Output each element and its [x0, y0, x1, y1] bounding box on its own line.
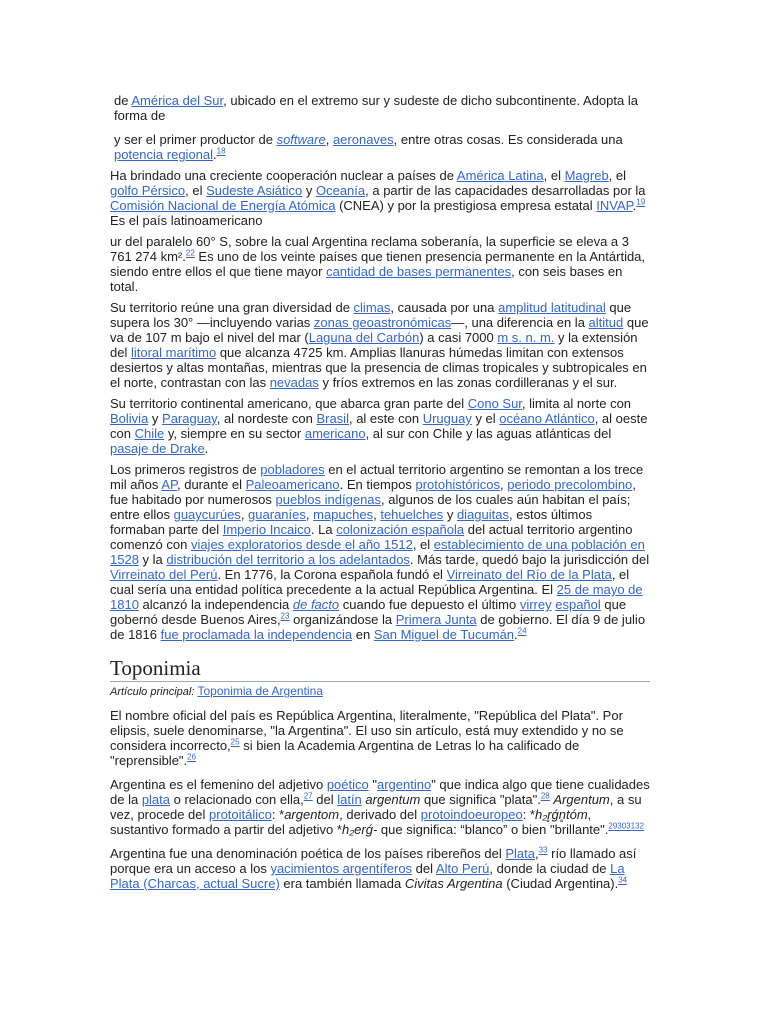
- link-alto-peru[interactable]: Alto Perú: [435, 861, 490, 876]
- link-laguna-del-carbon[interactable]: Laguna del Carbón: [308, 330, 420, 345]
- text: ,: [305, 507, 314, 522]
- text: y, siempre en su sector: [164, 426, 305, 441]
- link-zonas-geoastronomicas[interactable]: zonas geoastronómicas: [313, 315, 452, 330]
- text: (Ciudad Argentina).: [502, 876, 619, 891]
- italic-term: h₂r̥ǵn̥tóm: [535, 807, 588, 822]
- text: en: [352, 627, 374, 642]
- link-de-facto[interactable]: de facto: [292, 597, 340, 612]
- link-periodo-precolombino[interactable]: periodo precolombino: [507, 477, 633, 492]
- text: y la extensión del: [110, 330, 638, 360]
- text: , algunos de los cuales aún habitan el país; entre ellos: [110, 492, 631, 522]
- link-magreb[interactable]: Magreb: [564, 168, 609, 183]
- link-amplitud-latitudinal[interactable]: amplitud latitudinal: [498, 300, 606, 315]
- link-brasil[interactable]: Brasil: [316, 411, 349, 426]
- text: y el: [471, 411, 500, 426]
- text: ,: [240, 507, 249, 522]
- link-golfo-persico[interactable]: golfo Pérsico: [110, 183, 186, 198]
- text: que significa: “blanco” o bien "brillante".: [377, 822, 609, 837]
- hatnote-label: Artículo principal:: [110, 686, 195, 698]
- link-oceano-atlantico[interactable]: océano Atlántico: [499, 411, 595, 426]
- text: . En tiempos: [339, 477, 416, 492]
- text: , al sur con Chile y las aguas atlánticas del: [365, 426, 612, 441]
- link-primera-junta[interactable]: Primera Junta: [395, 612, 477, 627]
- italic-term: argentom: [284, 807, 340, 822]
- text: Es uno de los veinte países que tienen presencia permanente en la Antártida, siendo entre ellos el que tiene mayor: [110, 249, 646, 279]
- text: , el: [412, 537, 434, 552]
- italic-term: Civitas Argentina: [404, 876, 503, 891]
- reference-link[interactable]: 34: [618, 875, 628, 885]
- link-distribucion-territorio[interactable]: distribución del territorio a los adelantados: [166, 552, 410, 567]
- paragraph-2: [110, 132, 650, 162]
- text: Su territorio reúne una gran diversidad de: [110, 300, 354, 315]
- text: , causada por una: [390, 300, 499, 315]
- section-heading-toponimia: Toponimia: [110, 656, 650, 682]
- text: de gobierno. El día 9 de julio de 1816: [110, 612, 646, 642]
- link-pasaje-de-drake[interactable]: pasaje de Drake: [110, 441, 205, 456]
- text: y: [148, 411, 163, 426]
- link-mapuches[interactable]: mapuches: [313, 507, 374, 522]
- link-climas[interactable]: climas: [353, 300, 391, 315]
- text: , durante el: [176, 477, 246, 492]
- link-protohistoricos[interactable]: protohistóricos: [415, 477, 501, 492]
- text: Argentina es el femenino del adjetivo: [110, 777, 327, 792]
- link-pobladores[interactable]: pobladores: [260, 462, 325, 477]
- text: y fríos extremos en las zonas cordilleranas y el sur.: [318, 375, 618, 390]
- paragraph-9: [110, 777, 650, 837]
- link-virrey[interactable]: virrey: [519, 597, 552, 612]
- text: , entre otras cosas. Es considerada una: [393, 132, 623, 147]
- link-america-latina[interactable]: América Latina: [456, 168, 544, 183]
- text: en el actual territorio argentino se remontan a los trece mil años: [110, 462, 644, 492]
- link-oceania[interactable]: Oceanía: [315, 183, 366, 198]
- reference-link[interactable]: 22: [185, 248, 195, 258]
- paragraph-3: [110, 168, 650, 228]
- link-la-plata-charcas[interactable]: La Plata (Charcas, actual Sucre): [110, 861, 625, 891]
- text: o relacionado con ella,: [170, 792, 304, 807]
- text: río llamado así porque era un acceso a los: [110, 846, 637, 876]
- text: que va de 107 m bajo el nivel del mar (: [110, 315, 649, 345]
- reference-link[interactable]: 23: [280, 611, 290, 621]
- link-americano[interactable]: americano: [304, 426, 366, 441]
- text: : *: [271, 807, 285, 822]
- link-paleoamericano[interactable]: Paleoamericano: [245, 477, 340, 492]
- link-plata[interactable]: plata: [141, 792, 171, 807]
- text: ) a casi 7000: [419, 330, 498, 345]
- link-viajes-exploratorios[interactable]: viajes exploratorios desde el año 1512: [190, 537, 413, 552]
- link-san-miguel-de-tucuman[interactable]: San Miguel de Tucumán: [373, 627, 515, 642]
- link-protoindoeuropeo[interactable]: protoindoeuropeo: [420, 807, 523, 822]
- text: era también llamada: [279, 876, 405, 891]
- text: Argentina fue una denominación poética de los países ribereños del: [110, 846, 506, 861]
- paragraph-5: [110, 300, 650, 390]
- text: , limita al norte con: [521, 396, 632, 411]
- text: de: [114, 93, 132, 108]
- link-cnea[interactable]: Comisión Nacional de Energía Atómica: [110, 198, 336, 213]
- reference-link[interactable]: 26: [187, 752, 197, 762]
- reference-link[interactable]: 33: [538, 845, 548, 855]
- text: que gobernó desde Buenos Aires,: [110, 597, 627, 627]
- reference-link[interactable]: 18: [216, 146, 226, 156]
- reference-link[interactable]: 19: [636, 197, 646, 207]
- paragraph-6: [110, 396, 650, 456]
- text: Ha brindado una creciente cooperación nuclear a países de: [110, 168, 457, 183]
- link-establecimiento-poblacion[interactable]: establecimiento de una población en 1528: [110, 537, 645, 567]
- link-imperio-incaico[interactable]: Imperio Incaico: [222, 522, 311, 537]
- text: , el cual sería una entidad política precedente a la actual República Argentina. El: [110, 567, 630, 597]
- text: y: [302, 183, 316, 198]
- link-msnm[interactable]: m s. n. m.: [497, 330, 555, 345]
- link-ap[interactable]: AP: [161, 477, 177, 492]
- paragraph-7: [110, 462, 650, 642]
- link-cono-sur[interactable]: Cono Sur: [467, 396, 522, 411]
- text: , el: [543, 168, 565, 183]
- text: ,: [373, 507, 381, 522]
- paragraph-4: [110, 234, 650, 294]
- link-litoral-maritimo[interactable]: litoral marítimo: [130, 345, 217, 360]
- link-chile[interactable]: Chile: [134, 426, 165, 441]
- link-latin[interactable]: latín: [337, 792, 362, 807]
- text: , al nordeste con: [216, 411, 317, 426]
- text: y la: [138, 552, 167, 567]
- text: cuando fue depuesto el último: [339, 597, 520, 612]
- paragraph-8: [110, 708, 650, 768]
- link-sudeste-asiatico[interactable]: Sudeste Asiático: [206, 183, 303, 198]
- link-potencia-regional[interactable]: potencia regional: [114, 147, 214, 162]
- text: : *: [522, 807, 535, 822]
- link-tehuelches[interactable]: tehuelches: [380, 507, 444, 522]
- text: , derivado del: [339, 807, 421, 822]
- text: del: [312, 792, 338, 807]
- link-nevadas[interactable]: nevadas: [269, 375, 319, 390]
- text: del actual territorio argentino comenzó con: [110, 522, 633, 552]
- text: si bien la Academia Argentina de Letras lo ha calificado de "reprensible".: [110, 738, 580, 768]
- text: , donde la ciudad de: [489, 861, 611, 876]
- link-plata-rio[interactable]: Plata: [505, 846, 535, 861]
- link-25-de-mayo-1810[interactable]: 25 de mayo de 1810: [110, 582, 643, 612]
- text: .: [514, 627, 518, 642]
- text: , fue habitado por numerosos: [110, 477, 636, 507]
- link-argentino[interactable]: argentino: [376, 777, 432, 792]
- link-guaranies[interactable]: guaraníes: [248, 507, 306, 522]
- italic-term: Argentum: [553, 792, 610, 807]
- link-invap[interactable]: INVAP: [596, 198, 633, 213]
- text: , a su vez, procede del: [110, 792, 642, 822]
- link-diaguitas[interactable]: diaguitas: [456, 507, 509, 522]
- text: .: [632, 198, 637, 213]
- text: ,: [500, 477, 508, 492]
- text: Es el país latinoamericano: [110, 213, 263, 228]
- link-bolivia[interactable]: Bolivia: [110, 411, 149, 426]
- link-proclamada-independencia[interactable]: fue proclamada la independencia: [160, 627, 353, 642]
- text: que alcanza 4725 km. Amplias llanuras húmedas limitan con extensos desiertos y altas montañas, mientras que la presencia de climas tropicales y subtropicales en el norte, contrastan con las: [110, 345, 647, 390]
- text: , el: [185, 183, 207, 198]
- reference-link[interactable]: 28: [540, 791, 550, 801]
- link-america-del-sur[interactable]: América del Sur: [131, 93, 224, 108]
- text: , a partir de las capacidades desarrolladas por la: [365, 183, 646, 198]
- text: ,: [534, 846, 539, 861]
- paragraph-1: [110, 93, 650, 123]
- italic-term: argentum: [365, 792, 421, 807]
- text: alcanzó la independencia: [138, 597, 293, 612]
- link-aeronaves[interactable]: aeronaves: [332, 132, 394, 147]
- text: .: [204, 441, 209, 456]
- text: , ubicado en el extremo sur y sudeste de dicho subcontinente. Adopta la forma de: [114, 93, 638, 123]
- text: y ser el primer productor de: [114, 132, 277, 147]
- text: " que indica algo que tiene cualidades de la: [110, 777, 650, 807]
- text: , el: [608, 168, 627, 183]
- text: organizándose la: [289, 612, 396, 627]
- link-espanol[interactable]: español: [555, 597, 601, 612]
- reference-link[interactable]: 24: [517, 626, 527, 636]
- link-paraguay[interactable]: Paraguay: [162, 411, 217, 426]
- text: , sustantivo formado a partir del adjetivo *: [110, 807, 592, 837]
- link-pueblos-indigenas[interactable]: pueblos indígenas: [275, 492, 382, 507]
- text: que significa "plata".: [420, 792, 541, 807]
- text: El nombre oficial del país es República Argentina, literalmente, "República del Plata". Por elipsis, suele denominarse, "la Argentina". El uso sin artículo, está muy extendido y no se considera incorrecto,: [110, 708, 624, 753]
- text: que supera los 30° —incluyendo varias: [110, 300, 632, 330]
- link-poetico[interactable]: poético: [326, 777, 369, 792]
- text: , con seis bases en total.: [110, 264, 623, 294]
- text: . En 1776, la Corona española fundó el: [217, 567, 447, 582]
- link-uruguay[interactable]: Uruguay: [422, 411, 472, 426]
- link-bases-permanentes[interactable]: cantidad de bases permanentes: [326, 264, 512, 279]
- link-virreinato-rio-de-la-plata[interactable]: Virreinato del Río de la Plata: [446, 567, 612, 582]
- text: . Más tarde, quedó bajo la jurisdicción del: [409, 552, 650, 567]
- link-software[interactable]: software: [276, 132, 326, 147]
- link-colonizacion-espanola[interactable]: colonización española: [336, 522, 465, 537]
- text: (CNEA) y por la prestigiosa empresa estatal: [335, 198, 597, 213]
- hatnote: [110, 684, 650, 700]
- text: —, una diferencia en la: [451, 315, 589, 330]
- link-guaycurues[interactable]: guaycurúes: [173, 507, 241, 522]
- link-yacimientos-argentiferos[interactable]: yacimientos argentíferos: [270, 861, 413, 876]
- text: .: [213, 147, 217, 162]
- link-virreinato-peru[interactable]: Virreinato del Perú: [110, 567, 218, 582]
- text: Su territorio continental americano, que abarca gran parte del: [110, 396, 468, 411]
- text: , al oeste con: [110, 411, 648, 441]
- italic-term: h₂erǵ-: [341, 822, 378, 837]
- link-toponimia-de-argentina[interactable]: Toponimia de Argentina: [197, 684, 323, 698]
- reference-link[interactable]: 29303132: [608, 821, 644, 831]
- link-protoitalico[interactable]: protoitálico: [209, 807, 272, 822]
- text: y: [443, 507, 457, 522]
- paragraph-10: [110, 846, 650, 891]
- reference-link[interactable]: 27: [303, 791, 313, 801]
- text: ,: [325, 132, 333, 147]
- text: , al este con: [348, 411, 423, 426]
- reference-link[interactable]: 25: [230, 737, 240, 747]
- text: Los primeros registros de: [110, 462, 261, 477]
- text: ur del paralelo 60° S, sobre la cual Argentina reclama soberanía, la superficie se eleva a 3 761 274 km².: [110, 234, 630, 264]
- text: , estos últimos formaban parte del: [110, 507, 593, 537]
- text: del: [412, 861, 436, 876]
- text: . La: [310, 522, 337, 537]
- article-content: [110, 93, 650, 897]
- link-altitud[interactable]: altitud: [588, 315, 624, 330]
- text: ": [368, 777, 377, 792]
